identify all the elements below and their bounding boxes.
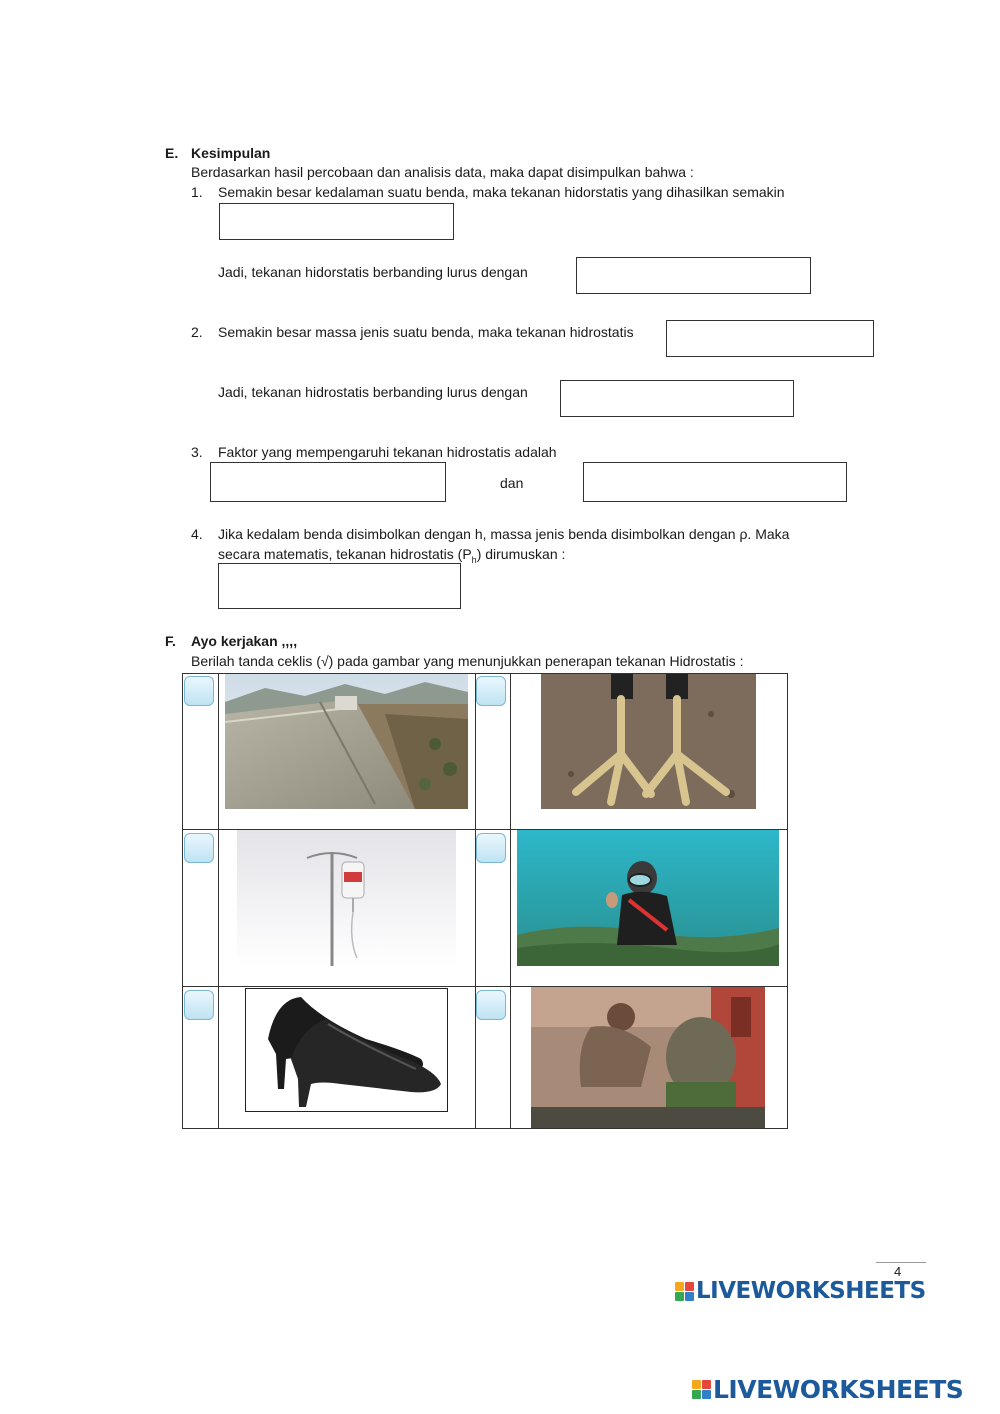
answer-box-4[interactable] <box>218 563 461 609</box>
table-line <box>510 673 511 1129</box>
table-line <box>218 673 219 1129</box>
chicken-feet-picture <box>541 674 756 809</box>
checkbox-water-jar[interactable] <box>476 990 506 1020</box>
page-number-rule <box>876 1262 926 1263</box>
page-number: 4 <box>894 1264 902 1279</box>
section-e-letter: E. <box>165 145 179 161</box>
section-e-intro: Berdasarkan hasil percobaan dan analisis data, maka dapat disimpulkan bahwa : <box>191 164 694 180</box>
section-f-letter: F. <box>165 633 176 649</box>
item-2-text: Semakin besar massa jenis suatu benda, maka tekanan hidrostatis <box>218 324 634 340</box>
answer-box-1a[interactable] <box>219 203 454 240</box>
logo-squares-icon <box>675 1282 694 1301</box>
checkbox-infusion[interactable] <box>184 833 214 863</box>
dam-picture <box>225 674 468 809</box>
table-line <box>182 1128 788 1129</box>
infusion-bag-picture <box>237 830 456 966</box>
answer-box-1b[interactable] <box>576 257 811 294</box>
item-1-number: 1. <box>191 184 203 200</box>
table-line <box>787 673 788 1129</box>
answer-box-3b[interactable] <box>583 462 847 502</box>
table-line <box>475 673 476 1129</box>
answer-box-2a[interactable] <box>666 320 874 357</box>
logo-text-footer: LIVEWORKSHEETS <box>713 1375 964 1404</box>
table-line <box>182 673 183 1129</box>
item-1-followup: Jadi, tekanan hidorstatis berbanding lurus dengan <box>218 264 528 280</box>
item-3-connector: dan <box>500 475 524 491</box>
checkbox-shoes[interactable] <box>184 990 214 1020</box>
answer-box-2b[interactable] <box>560 380 794 417</box>
liveworksheets-logo-footer[interactable] <box>692 1375 963 1404</box>
item-4-number: 4. <box>191 526 203 542</box>
item-4-text2-subscript: h <box>471 554 477 565</box>
item-2-number: 2. <box>191 324 203 340</box>
item-4-text2-prefix: secara matematis, tekanan hidrostatis (P <box>218 546 472 562</box>
checkbox-dam[interactable] <box>184 676 214 706</box>
item-1-text: Semakin besar kedalaman suatu benda, maka tekanan hidorstatis yang dihasilkan semakin <box>218 184 785 200</box>
item-4-text2-suffix: ) dirumuskan : <box>476 546 566 562</box>
item-3-text: Faktor yang mempengaruhi tekanan hidrostatis adalah <box>218 444 557 460</box>
section-f-instruction: Berilah tanda ceklis (√) pada gambar yang menunjukkan penerapan tekanan Hidrostatis : <box>191 653 744 669</box>
answer-box-3a[interactable] <box>210 462 446 502</box>
item-2-followup: Jadi, tekanan hidrostatis berbanding lurus dengan <box>218 384 528 400</box>
section-f-title: Ayo kerjakan ,,,, <box>191 633 298 649</box>
water-jar-picture <box>531 987 765 1128</box>
logo-text-inner: LIVEWORKSHEETS <box>696 1278 926 1304</box>
checkbox-chicken-feet[interactable] <box>476 676 506 706</box>
item-3-number: 3. <box>191 444 203 460</box>
logo-squares-icon <box>692 1380 711 1399</box>
section-e-title: Kesimpulan <box>191 145 271 161</box>
high-heel-shoes-picture <box>245 988 448 1112</box>
diver-picture <box>517 830 779 966</box>
checkbox-diver[interactable] <box>476 833 506 863</box>
item-4-text: Jika kedalam benda disimbolkan dengan h, massa jenis benda disimbolkan dengan ρ. Maka <box>218 526 790 542</box>
liveworksheets-logo-inner <box>675 1278 926 1304</box>
